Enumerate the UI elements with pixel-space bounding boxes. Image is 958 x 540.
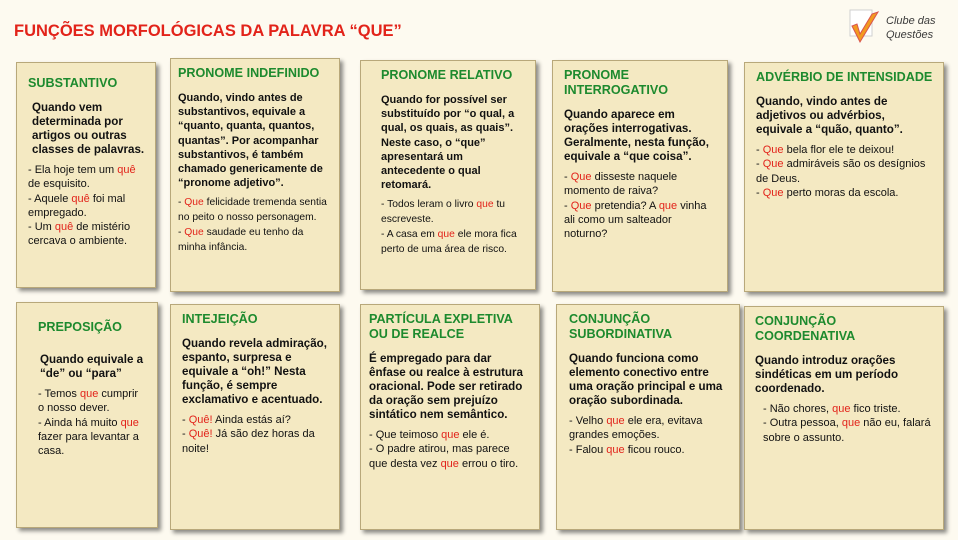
card-description: Quando funciona como elemento conectivo entre uma oração principal e uma oração subordinada. <box>569 352 723 407</box>
highlighted-que: que <box>606 443 625 456</box>
example-text: - <box>182 414 189 426</box>
example-line <box>38 416 147 459</box>
example-line <box>569 414 729 443</box>
example-text: de esquisito. <box>28 178 90 191</box>
logo-text-line1: Clube das <box>886 15 936 27</box>
example-line <box>569 443 729 457</box>
highlighted-que: Que <box>762 186 784 199</box>
example-text: cumprir o nosso dever. <box>38 388 139 415</box>
highlighted-que: Que <box>184 226 204 238</box>
example-line <box>28 192 145 221</box>
highlighted-que: que <box>79 388 99 400</box>
example-text: - <box>756 186 763 199</box>
logo-text-line2: Questões <box>886 29 934 41</box>
highlighted-que: que <box>437 228 455 240</box>
example-text: vinha ali como um salteador noturno? <box>564 199 707 241</box>
highlighted-que: que <box>658 199 678 212</box>
highlighted-que: Que <box>184 197 204 209</box>
example-text: Ainda estás aí? <box>212 414 291 426</box>
card-heading: ADVÉRBIO DE INTENSIDADE <box>756 70 933 84</box>
card-pronome-interrogativo <box>552 60 728 292</box>
card-description: Quando revela admiração, espanto, surpresa e equivale a “oh!” Nesta função, é sempre exclamativo e acentuado. <box>182 337 327 406</box>
highlighted-que: Que <box>762 144 784 156</box>
card-substantivo <box>16 62 156 288</box>
example-text: não eu, falará sobre o assunto. <box>763 417 931 444</box>
example-text: - <box>182 428 189 441</box>
example-line <box>369 428 529 442</box>
example-line <box>756 186 933 200</box>
card-heading: PRONOME RELATIVO <box>381 68 513 82</box>
card-examples <box>381 198 525 257</box>
card-description: Quando for possível ser substituído por “o qual, a qual, os quais, as quais”. Neste caso, o “que” apresentará um antecedente o qual retomará. <box>381 94 515 192</box>
example-line <box>756 157 933 186</box>
example-line <box>178 226 329 255</box>
example-line <box>381 198 525 227</box>
highlighted-que: Que <box>570 199 592 212</box>
card-examples <box>756 143 933 200</box>
card-heading: PREPOSIÇÃO <box>38 320 122 334</box>
card-examples <box>569 414 729 457</box>
highlighted-que: quê <box>117 164 136 176</box>
highlighted-que: quê <box>54 221 74 234</box>
example-line <box>564 170 717 199</box>
card-description: Quando introduz orações sindéticas em um período coordenado. <box>755 354 899 395</box>
highlighted-que: Quê! <box>188 428 213 441</box>
example-text: - Temos <box>38 388 80 400</box>
card-heading: PRONOME INDEFINIDO <box>178 66 320 80</box>
checkmark-logo-icon <box>848 8 882 48</box>
example-text: errou o tiro. <box>458 457 519 470</box>
example-text: - <box>756 144 763 156</box>
example-text: tu escreveste. <box>381 199 506 226</box>
example-text: - Que teimoso <box>369 429 442 441</box>
card-heading: PRONOME INTERROGATIVO <box>564 68 669 97</box>
example-line <box>756 143 933 157</box>
card-heading: CONJUNÇÃO COORDENATIVA <box>755 314 856 343</box>
example-line <box>381 228 525 257</box>
example-text: fazer para levantar a casa. <box>38 430 139 458</box>
example-text: - <box>178 197 185 209</box>
highlighted-que: que <box>440 457 459 470</box>
card-heading: SUBSTANTIVO <box>28 76 118 90</box>
example-line <box>763 416 933 445</box>
card-pronome-relativo <box>360 60 536 290</box>
example-text: - <box>564 199 571 212</box>
example-text: pretendia? A <box>591 199 659 212</box>
example-text: admiráveis são os desígnios de Deus. <box>756 158 926 185</box>
highlighted-que: que <box>832 403 851 415</box>
card-description: Quando equivale a “de” ou “para” <box>40 353 144 380</box>
highlighted-que: que <box>606 415 625 427</box>
example-text: de mistério cercava o ambiente. <box>28 221 131 248</box>
example-text: - Todos leram o livro <box>381 199 477 211</box>
card-adverbio-intensidade <box>744 62 944 292</box>
example-text: - Aquele <box>28 192 72 205</box>
example-text: ele é. <box>459 429 490 441</box>
page-title: FUNÇÕES MORFOLÓGICAS DA PALAVRA “QUE” <box>14 22 402 40</box>
highlighted-que: que <box>841 417 861 430</box>
highlighted-que: Quê! <box>188 414 213 426</box>
example-text: felicidade tremenda sentia no peito o nosso personagem. <box>178 197 327 224</box>
card-conjuncao-coordenativa <box>744 306 944 530</box>
example-text: - Um <box>28 221 55 234</box>
example-text: - A casa em <box>381 228 438 240</box>
card-heading: CONJUNÇÃO SUBORDINATIVA <box>569 312 673 341</box>
card-description: É empregado para dar ênfase ou realce à estrutura oracional. Pode ser retirado da oração sem prejuízo sintático nem semântico. <box>369 352 524 421</box>
card-heading: INTEJEIÇÃO <box>182 312 258 326</box>
card-examples <box>28 163 145 249</box>
card-examples <box>182 413 329 456</box>
card-examples <box>38 387 147 458</box>
example-text: perto moras da escola. <box>783 186 899 199</box>
example-text: foi mal empregado. <box>28 192 126 219</box>
card-particula-expletiva <box>360 304 540 530</box>
card-conjuncao-subordinativa <box>556 304 740 530</box>
highlighted-que: Que <box>762 158 784 171</box>
example-text: - Falou <box>569 443 607 456</box>
example-text: Já são dez horas da noite! <box>182 428 315 455</box>
card-pronome-indefinido <box>170 58 340 292</box>
highlighted-que: que <box>476 199 494 211</box>
example-text: fico triste. <box>850 403 901 415</box>
example-line <box>38 387 147 416</box>
example-text: - Não chores, <box>763 403 833 415</box>
example-text: - O padre atirou, mas parece que desta vez <box>369 443 510 470</box>
example-text: - Outra pessoa, <box>763 417 842 430</box>
example-line <box>28 163 145 192</box>
example-text: bela flor ele te deixou! <box>783 144 895 156</box>
card-description: Quando vem determinada por artigos ou outras classes de palavras. <box>32 101 145 156</box>
example-text: ele era, evitava grandes emoções. <box>569 415 703 442</box>
card-preposicao <box>16 302 158 528</box>
card-description: Quando, vindo antes de adjetivos ou advérbios, equivale a “quão, quanto”. <box>756 95 903 136</box>
example-text: - <box>178 226 185 238</box>
card-description: Quando, vindo antes de substantivos, equivale a “quanto, quanta, quantos, quantas”. Por acompanhar substantivos, é também chamado genericamente de “pronome adjetivo”. <box>178 92 323 190</box>
highlighted-que: que <box>120 416 139 429</box>
highlighted-que: quê <box>71 192 90 205</box>
highlighted-que: Que <box>570 171 592 183</box>
card-examples <box>564 170 717 241</box>
example-text: saudade eu tenho da minha infância. <box>178 226 304 253</box>
card-interjeicao <box>170 304 340 530</box>
example-text: - <box>564 171 571 183</box>
card-description: Quando aparece em orações interrogativas. Geralmente, nesta função, equivale a “que coisa”. <box>564 108 709 163</box>
example-text: - Velho <box>569 415 607 427</box>
card-examples <box>369 428 529 471</box>
example-line <box>564 199 717 242</box>
example-text: - Ainda há muito <box>38 416 121 429</box>
example-line <box>28 220 145 249</box>
example-text: ele mora fica perto de uma área de risco. <box>381 228 517 255</box>
card-examples <box>178 196 329 255</box>
example-line <box>182 413 329 427</box>
example-text: - <box>756 158 763 171</box>
example-line <box>178 196 329 225</box>
highlighted-que: que <box>441 429 460 441</box>
card-heading: PARTÍCULA EXPLETIVA OU DE REALCE <box>369 312 513 341</box>
card-examples <box>763 402 933 445</box>
example-text: ficou rouco. <box>624 443 685 456</box>
example-line <box>763 402 933 416</box>
logo <box>848 8 948 52</box>
example-text: disseste naquele momento de raiva? <box>564 171 678 198</box>
example-line <box>369 442 529 471</box>
example-text: - Ela hoje tem um <box>28 164 118 176</box>
example-line <box>182 427 329 456</box>
